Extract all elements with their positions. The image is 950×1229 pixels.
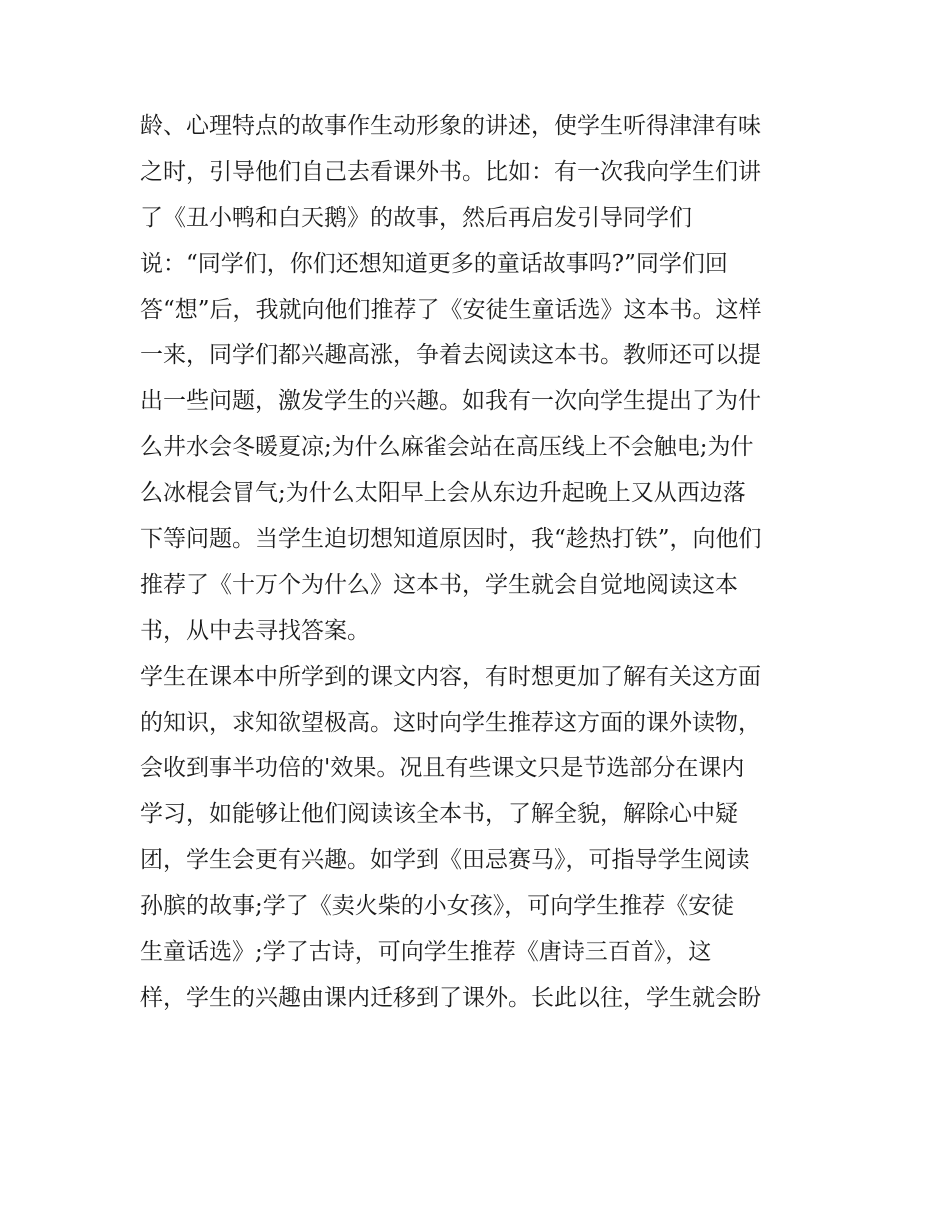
text-line: 样，学生的兴趣由课内迁移到了课外。长此以往，学生就会盼 xyxy=(140,984,761,1011)
text-line: 书，从中去寻找答案。 xyxy=(140,617,370,644)
text-line: 了《丑小鸭和白天鹅》的故事，然后再启发引导同学们 xyxy=(140,204,692,231)
body-text xyxy=(140,104,820,1022)
text-line: 答“想”后，我就向他们推荐了《安徒生童话选》这本书。这样 xyxy=(140,296,762,323)
text-line: 么井水会冬暖夏凉;为什么麻雀会站在高压线上不会触电;为什 xyxy=(140,434,754,461)
text-line: 孙膑的故事;学了《卖火柴的小女孩》，可向学生推荐《安徒 xyxy=(140,893,735,920)
text-line: 学习，如能够让他们阅读该全本书，了解全貌，解除心中疑 xyxy=(140,801,738,828)
text-line: 会收到事半功倍的'效果。况且有些课文只是节选部分在课内 xyxy=(140,755,745,782)
text-line: 的知识，求知欲望极高。这时向学生推荐这方面的课外读物， xyxy=(140,709,761,736)
text-line: 学生在课本中所学到的课文内容，有时想更加了解有关这方面 xyxy=(140,663,761,690)
text-line: 推荐了《十万个为什么》这本书，学生就会自觉地阅读这本 xyxy=(140,571,738,598)
text-line: 出一些问题，激发学生的兴趣。如我有一次向学生提出了为什 xyxy=(140,388,761,415)
text-line: 说：“同学们，你们还想知道更多的童话故事吗?”同学们回 xyxy=(140,250,728,277)
text-line: 一来，同学们都兴趣高涨，争着去阅读这本书。教师还可以提 xyxy=(140,342,761,369)
text-line: 生童话选》;学了古诗，可向学生推荐《唐诗三百首》，这 xyxy=(140,939,712,966)
text-line: 团，学生会更有兴趣。如学到《田忌赛马》，可指导学生阅读 xyxy=(140,847,750,874)
text-line: 之时，引导他们自己去看课外书。比如：有一次我向学生们讲 xyxy=(140,158,761,185)
text-line: 么冰棍会冒气;为什么太阳早上会从东边升起晚上又从西边落 xyxy=(140,480,746,507)
text-line: 下等问题。当学生迫切想知道原因时，我“趁热打铁”，向他们 xyxy=(140,526,762,553)
text-line: 龄、心理特点的故事作生动形象的讲述，使学生听得津津有味 xyxy=(140,113,761,139)
